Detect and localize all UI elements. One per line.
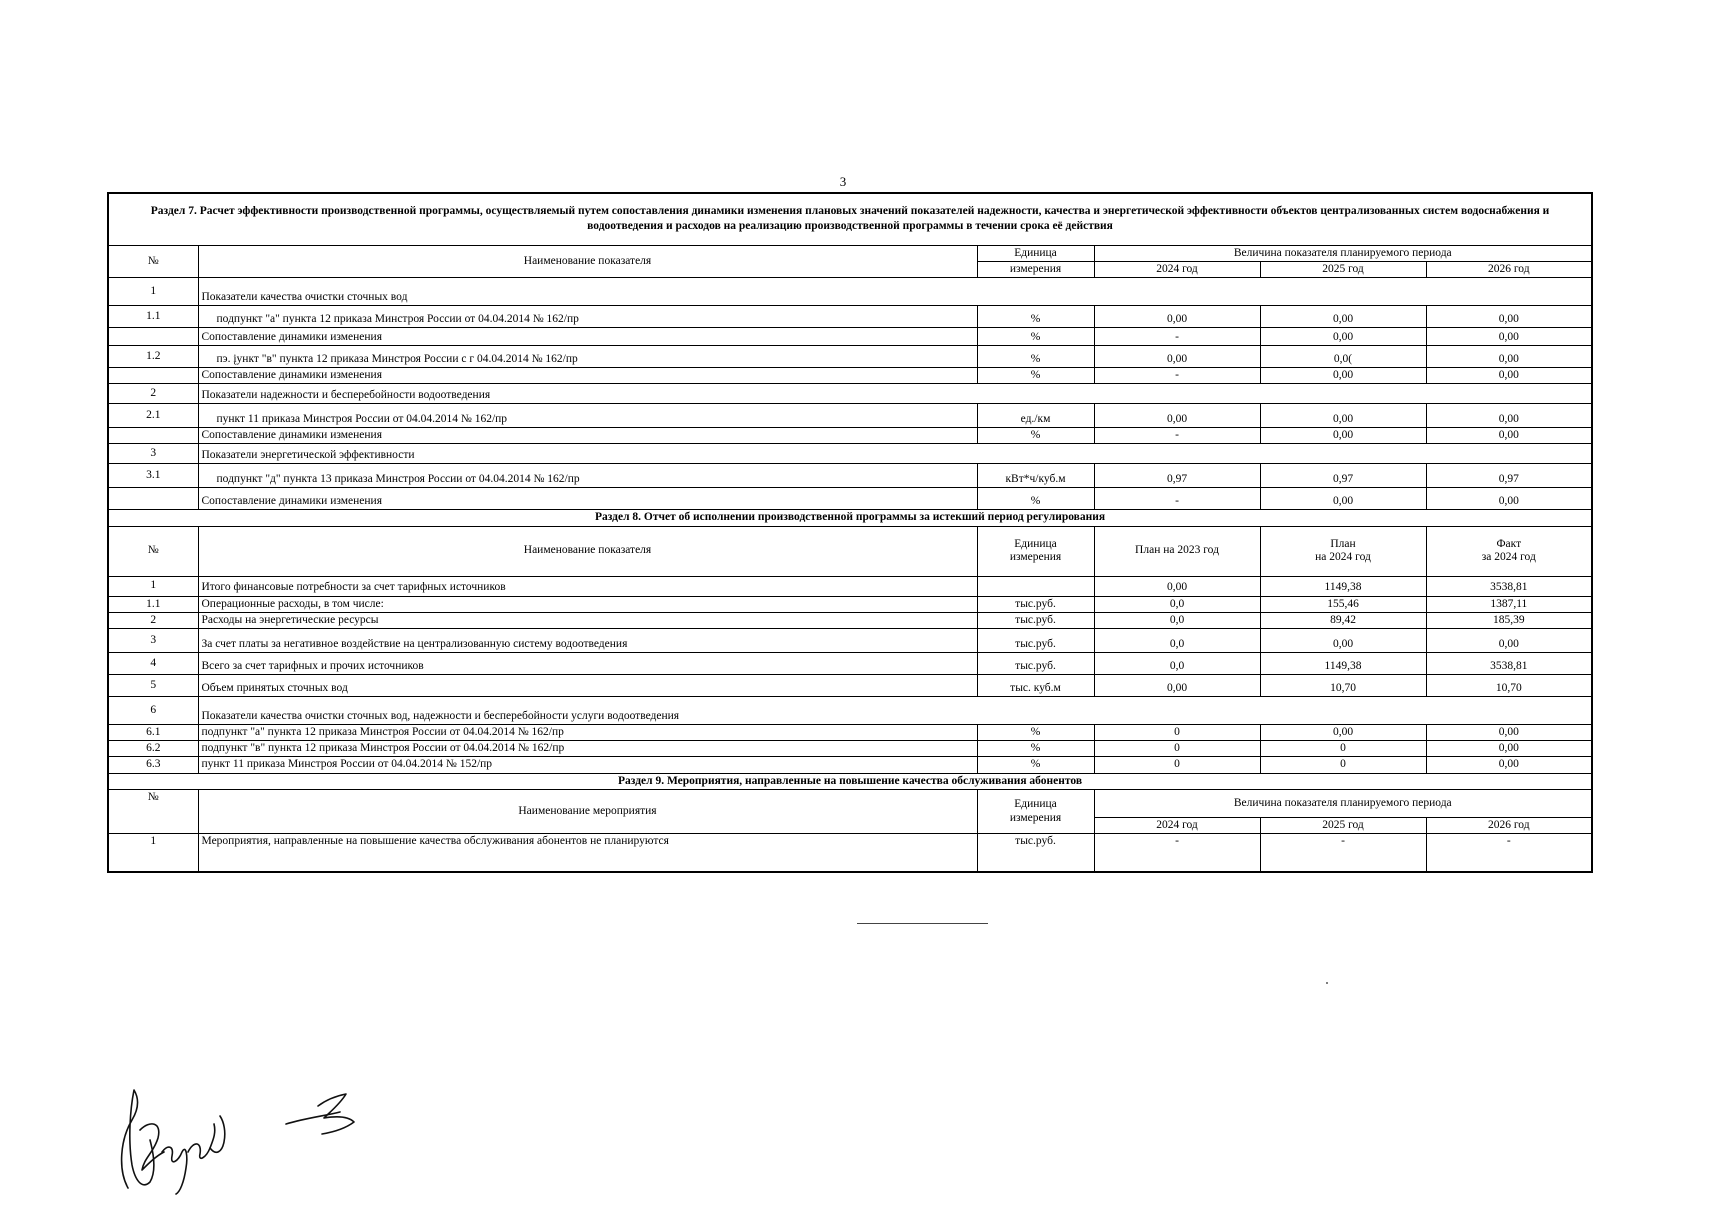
- row-unit: %: [977, 725, 1094, 741]
- row-value-fact2024: 0,00: [1426, 741, 1592, 757]
- s9-header-year: 2024 год: [1094, 817, 1260, 833]
- s8-row: [108, 675, 1592, 697]
- s7-header-unit-line2: измерения: [977, 261, 1094, 277]
- row-no: 1: [108, 834, 198, 872]
- row-no: 4: [108, 653, 198, 675]
- row-value-2024: -: [1094, 834, 1260, 872]
- row-name: Расходы на энергетические ресурсы: [198, 612, 977, 628]
- s8-header-unit-line2: измерения: [1009, 551, 1062, 564]
- s8-row: [108, 757, 1592, 773]
- row-unit: %: [977, 327, 1094, 345]
- row-value-2024: -: [1094, 327, 1260, 345]
- s7-row: [108, 305, 1592, 327]
- s9-header-name: Наименование мероприятия: [198, 789, 977, 833]
- row-value-2024: 0,00: [1094, 305, 1260, 327]
- row-value-2026: 0,00: [1426, 345, 1592, 367]
- row-value-2025: 0,97: [1260, 464, 1426, 488]
- s9-header-year: 2026 год: [1426, 817, 1592, 833]
- s7-header-year: 2026 год: [1426, 261, 1592, 277]
- s8-row: [108, 596, 1592, 612]
- row-value-2026: 0,00: [1426, 404, 1592, 428]
- s7-header-unit-line1: Единица: [977, 245, 1094, 261]
- s7-header-year: 2025 год: [1260, 261, 1426, 277]
- row-value-2025: 0,00: [1260, 488, 1426, 510]
- row-value-fact2024: 0,00: [1426, 725, 1592, 741]
- s8-header-unit: [977, 526, 1094, 576]
- row-name: Показатели энергетической эффективности: [198, 444, 1592, 464]
- s8-header-fact2024: [1426, 526, 1592, 576]
- scan-speck: [1326, 982, 1328, 984]
- s9-header-unit: [977, 789, 1094, 833]
- row-value-2025: 0,00: [1260, 428, 1426, 444]
- row-no: [108, 488, 198, 510]
- row-value-2026: 0,00: [1426, 367, 1592, 383]
- row-no: 6.2: [108, 741, 198, 757]
- row-name: Сопоставление динамики изменения: [198, 428, 977, 444]
- row-name: Сопоставление динамики изменения: [198, 367, 977, 383]
- s9-header-unit-line1: Единица: [1014, 798, 1057, 811]
- row-no: 1.1: [108, 596, 198, 612]
- row-no: 5: [108, 675, 198, 697]
- row-value-2026: 0,97: [1426, 464, 1592, 488]
- s8-row: [108, 576, 1592, 596]
- s9-header-unit-line2: измерения: [1009, 811, 1062, 824]
- s8-row: [108, 629, 1592, 653]
- row-name: Мероприятия, направленные на повышение качества обслуживания абонентов не планируются: [198, 834, 977, 872]
- row-value-plan2023: 0,0: [1094, 612, 1260, 628]
- row-name: подпункт "д" пункта 13 приказа Минстроя России от 04.04.2014 № 162/пр: [198, 464, 977, 488]
- row-value-2025: -: [1260, 834, 1426, 872]
- row-name: Сопоставление динамики изменения: [198, 327, 977, 345]
- row-value-2025: 0,00: [1260, 327, 1426, 345]
- row-name: Показатели качества очистки сточных вод, надежности и бесперебойности услуги водоотведения: [198, 697, 1592, 725]
- s8-header-plan2024: [1260, 526, 1426, 576]
- row-value-plan2024: 10,70: [1260, 675, 1426, 697]
- row-name: Всего за счет тарифных и прочих источников: [198, 653, 977, 675]
- row-value-fact2024: 0,00: [1426, 629, 1592, 653]
- row-value-plan2024: 0,00: [1260, 725, 1426, 741]
- row-value-fact2024: 3538,81: [1426, 576, 1592, 596]
- s7-row: [108, 277, 1592, 305]
- s7-row: [108, 345, 1592, 367]
- row-unit: ед./км: [977, 404, 1094, 428]
- row-name: подпункт "а" пункта 12 приказа Минстроя России от 04.04.2014 № 162/пр: [198, 305, 977, 327]
- row-no: 6: [108, 697, 198, 725]
- row-unit: %: [977, 741, 1094, 757]
- row-value-plan2023: 0,0: [1094, 653, 1260, 675]
- row-name: Показатели надежности и бесперебойности водоотведения: [198, 384, 1592, 404]
- row-no: 2: [108, 384, 198, 404]
- s7-row: [108, 428, 1592, 444]
- row-value-plan2023: 0,0: [1094, 629, 1260, 653]
- s7-row: [108, 367, 1592, 383]
- s9-header-year: 2025 год: [1260, 817, 1426, 833]
- s9-header-no: №: [108, 789, 198, 833]
- row-value-2026: -: [1426, 834, 1592, 872]
- row-value-plan2023: 0: [1094, 725, 1260, 741]
- row-no: 3: [108, 444, 198, 464]
- s8-header-fact2024-line1: Факт: [1496, 537, 1522, 550]
- row-unit: тыс. куб.м: [977, 675, 1094, 697]
- s7-header-no: №: [108, 245, 198, 277]
- row-no: 1.2: [108, 345, 198, 367]
- separator-line: [857, 923, 988, 924]
- row-no: [108, 327, 198, 345]
- s8-row: [108, 697, 1592, 725]
- row-value-2024: -: [1094, 428, 1260, 444]
- row-no: 1: [108, 277, 198, 305]
- s7-row: [108, 444, 1592, 464]
- s7-header-period: Величина показателя планируемого периода: [1094, 245, 1592, 261]
- row-value-2025: 0,0(: [1260, 345, 1426, 367]
- s8-row: [108, 725, 1592, 741]
- row-value-2026: 0,00: [1426, 305, 1592, 327]
- row-value-2024: -: [1094, 488, 1260, 510]
- s8-header-name: Наименование показателя: [198, 526, 977, 576]
- row-value-plan2024: 89,42: [1260, 612, 1426, 628]
- row-no: 2.1: [108, 404, 198, 428]
- row-value-plan2024: 0: [1260, 741, 1426, 757]
- row-value-plan2023: 0,00: [1094, 576, 1260, 596]
- s8-row: [108, 612, 1592, 628]
- section9-title: Раздел 9. Мероприятия, направленные на повышение качества обслуживания абонентов: [108, 773, 1592, 789]
- row-unit: %: [977, 757, 1094, 773]
- s8-header-unit-line1: Единица: [1014, 537, 1057, 550]
- row-name: Объем принятых сточных вод: [198, 675, 977, 697]
- row-value-2024: 0,00: [1094, 404, 1260, 428]
- row-unit: [977, 576, 1094, 596]
- s8-header-plan2023: План на 2023 год: [1094, 526, 1260, 576]
- row-value-2026: 0,00: [1426, 428, 1592, 444]
- row-unit: тыс.руб.: [977, 834, 1094, 872]
- row-value-2024: -: [1094, 367, 1260, 383]
- row-value-plan2024: 0: [1260, 757, 1426, 773]
- row-value-plan2023: 0: [1094, 741, 1260, 757]
- s8-row: [108, 741, 1592, 757]
- row-name: пэ. įункт "в" пункта 12 приказа Минстроя России с г 04.04.2014 № 162/пр: [198, 345, 977, 367]
- row-value-fact2024: 3538,81: [1426, 653, 1592, 675]
- s8-header-no: №: [108, 526, 198, 576]
- s7-row: [108, 404, 1592, 428]
- s8-header-plan2024-line2: на 2024 год: [1315, 551, 1371, 564]
- row-value-2025: 0,00: [1260, 404, 1426, 428]
- row-value-fact2024: 10,70: [1426, 675, 1592, 697]
- row-no: [108, 428, 198, 444]
- s8-header-plan2024-line1: План: [1330, 537, 1356, 550]
- row-no: 6.3: [108, 757, 198, 773]
- row-value-2025: 0,00: [1260, 367, 1426, 383]
- row-name: Операционные расходы, в том числе:: [198, 596, 977, 612]
- row-value-plan2023: 0: [1094, 757, 1260, 773]
- row-value-2026: 0,00: [1426, 327, 1592, 345]
- row-value-plan2024: 1149,38: [1260, 576, 1426, 596]
- s9-header-period: Величина показателя планируемого периода: [1094, 789, 1592, 817]
- row-no: [108, 367, 198, 383]
- production-program-table: [107, 192, 1593, 873]
- row-no: 3.1: [108, 464, 198, 488]
- row-name: пункт 11 приказа Минстроя России от 04.04.2014 № 162/пр: [198, 404, 977, 428]
- row-value-2025: 0,00: [1260, 305, 1426, 327]
- s8-row: [108, 653, 1592, 675]
- row-no: 6.1: [108, 725, 198, 741]
- row-value-2024: 0,97: [1094, 464, 1260, 488]
- row-unit: тыс.руб.: [977, 629, 1094, 653]
- row-unit: %: [977, 367, 1094, 383]
- handwritten-signature: [110, 1060, 410, 1210]
- row-unit: тыс.руб.: [977, 596, 1094, 612]
- row-value-plan2024: 0,00: [1260, 629, 1426, 653]
- s7-row: [108, 464, 1592, 488]
- row-unit: кВт*ч/куб.м: [977, 464, 1094, 488]
- row-unit: %: [977, 305, 1094, 327]
- row-name: Итого финансовые потребности за счет тарифных источников: [198, 576, 977, 596]
- s9-row: [108, 834, 1592, 872]
- s8-header-fact2024-line2: за 2024 год: [1481, 551, 1536, 564]
- s7-row: [108, 327, 1592, 345]
- row-name: подпункт "в" пункта 12 приказа Минстроя России от 04.04.2014 № 162/пр: [198, 741, 977, 757]
- row-no: 1.1: [108, 305, 198, 327]
- row-unit: тыс.руб.: [977, 653, 1094, 675]
- s7-header-name: Наименование показателя: [198, 245, 977, 277]
- row-value-plan2023: 0,00: [1094, 675, 1260, 697]
- row-name: Показатели качества очистки сточных вод: [198, 277, 1592, 305]
- row-name: подпункт "а" пункта 12 приказа Минстроя России от 04.04.2014 № 162/пр: [198, 725, 977, 741]
- s7-header-year: 2024 год: [1094, 261, 1260, 277]
- row-value-plan2024: 155,46: [1260, 596, 1426, 612]
- row-value-2024: 0,00: [1094, 345, 1260, 367]
- row-no: 2: [108, 612, 198, 628]
- row-name: Сопоставление динамики изменения: [198, 488, 977, 510]
- page-number: 3: [839, 174, 847, 189]
- section8-title: Раздел 8. Отчет об исполнении производственной программы за истекший период регулирования: [108, 510, 1592, 526]
- row-no: 3: [108, 629, 198, 653]
- s7-row: [108, 384, 1592, 404]
- row-name: пункт 11 приказа Минстроя России от 04.04.2014 № 152/пр: [198, 757, 977, 773]
- row-unit: %: [977, 488, 1094, 510]
- row-value-fact2024: 0,00: [1426, 757, 1592, 773]
- s7-row: [108, 488, 1592, 510]
- section7-title: Раздел 7. Расчет эффективности производственной программы, осуществляемый путем сопоставления динамики изменения плановых значений показателей надежности, качества и энергетической эффективности объектов централизованных систем водоснабжения и водоотведения и расходов на реализацию производственной программы в течении срока её действия: [108, 193, 1592, 245]
- row-value-plan2024: 1149,38: [1260, 653, 1426, 675]
- row-value-fact2024: 1387,11: [1426, 596, 1592, 612]
- row-no: 1: [108, 576, 198, 596]
- row-value-2026: 0,00: [1426, 488, 1592, 510]
- row-unit: тыс.руб.: [977, 612, 1094, 628]
- row-name: За счет платы за негативное воздействие на централизованную систему водоотведения: [198, 629, 977, 653]
- row-unit: %: [977, 428, 1094, 444]
- row-unit: %: [977, 345, 1094, 367]
- row-value-plan2023: 0,0: [1094, 596, 1260, 612]
- row-value-fact2024: 185,39: [1426, 612, 1592, 628]
